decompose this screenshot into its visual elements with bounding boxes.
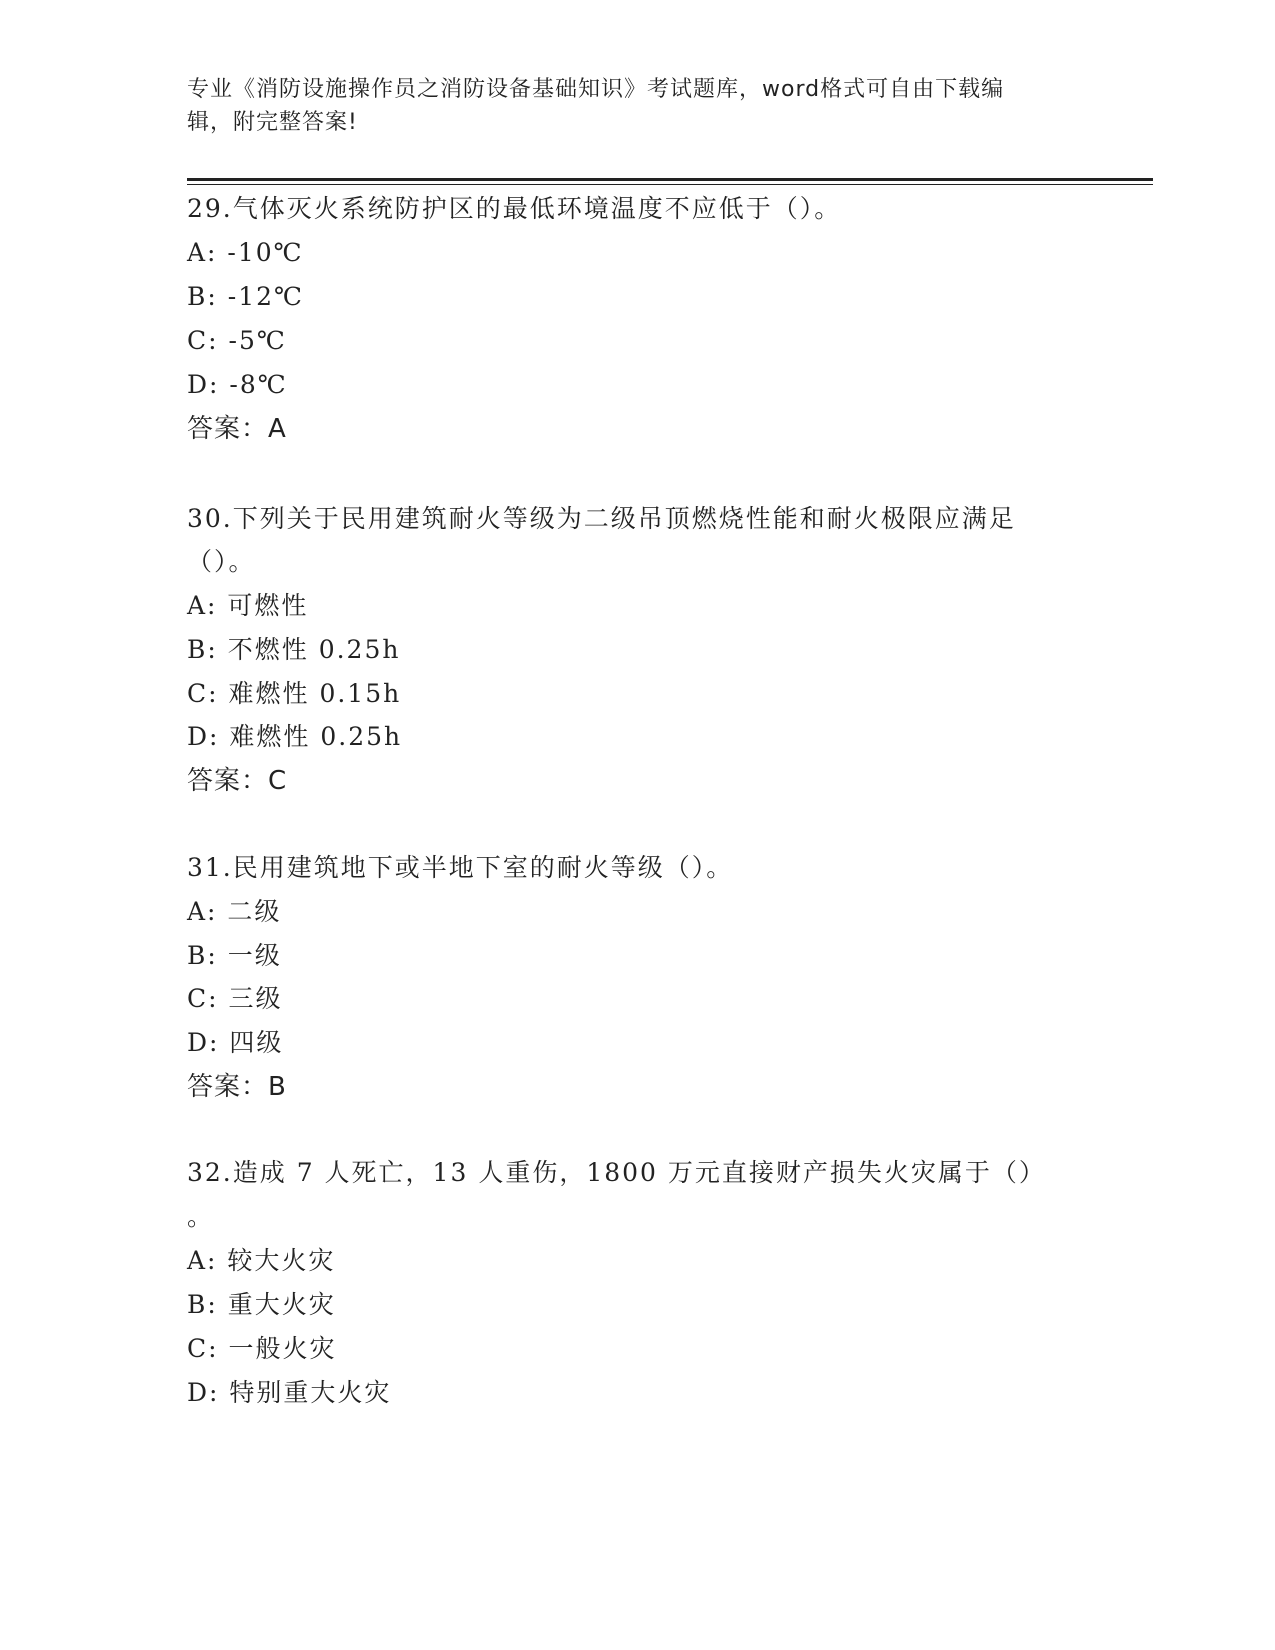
question-29-stem: 29.气体灭火系统防护区的最低环境温度不应低于（）。 <box>187 194 842 223</box>
question-30-stem-cont: （）。 <box>187 547 256 576</box>
header-line-1: 专业《消防设施操作员之消防设备基础知识》考试题库，word格式可自由下载编 <box>187 77 1005 102</box>
question-32-option-b: B: 重大火灾 <box>187 1290 336 1319</box>
question-29-answer: 答案：A <box>187 414 287 444</box>
question-29-option-a: A: -10℃ <box>187 238 304 267</box>
header-divider-thick <box>187 178 1153 181</box>
question-31-option-b: B: 一级 <box>187 941 282 970</box>
question-30-answer: 答案：C <box>187 766 288 796</box>
question-30-option-b: B: 不燃性 0.25h <box>187 635 401 664</box>
question-32-option-d: D: 特别重大火灾 <box>187 1378 392 1407</box>
question-31-answer: 答案：B <box>187 1072 287 1102</box>
question-32-option-c: C: 一般火灾 <box>187 1334 337 1363</box>
question-29-option-b: B: -12℃ <box>187 282 304 311</box>
question-31-option-d: D: 四级 <box>187 1028 284 1057</box>
document-header <box>187 73 1087 139</box>
question-31-option-a: A: 二级 <box>187 897 282 926</box>
question-31-option-c: C: 三级 <box>187 984 283 1013</box>
question-29-option-d: D: -8℃ <box>187 370 288 399</box>
header-line-2: 辑，附完整答案! <box>187 110 358 135</box>
question-30-stem: 30.下列关于民用建筑耐火等级为二级吊顶燃烧性能和耐火极限应满足 <box>187 504 1016 533</box>
question-32-option-a: A: 较大火灾 <box>187 1246 336 1275</box>
question-32-stem-cont: 。 <box>187 1202 215 1231</box>
question-31-stem: 31.民用建筑地下或半地下室的耐火等级（）。 <box>187 853 734 882</box>
header-divider-thin <box>187 184 1153 185</box>
question-30-option-a: A: 可燃性 <box>187 591 309 620</box>
question-29-option-c: C: -5℃ <box>187 326 287 355</box>
question-32-stem: 32.造成 7 人死亡，13 人重伤，1800 万元直接财产损失火灾属于（） <box>187 1158 1046 1187</box>
question-30-option-c: C: 难燃性 0.15h <box>187 679 402 708</box>
question-30-option-d: D: 难燃性 0.25h <box>187 722 403 751</box>
